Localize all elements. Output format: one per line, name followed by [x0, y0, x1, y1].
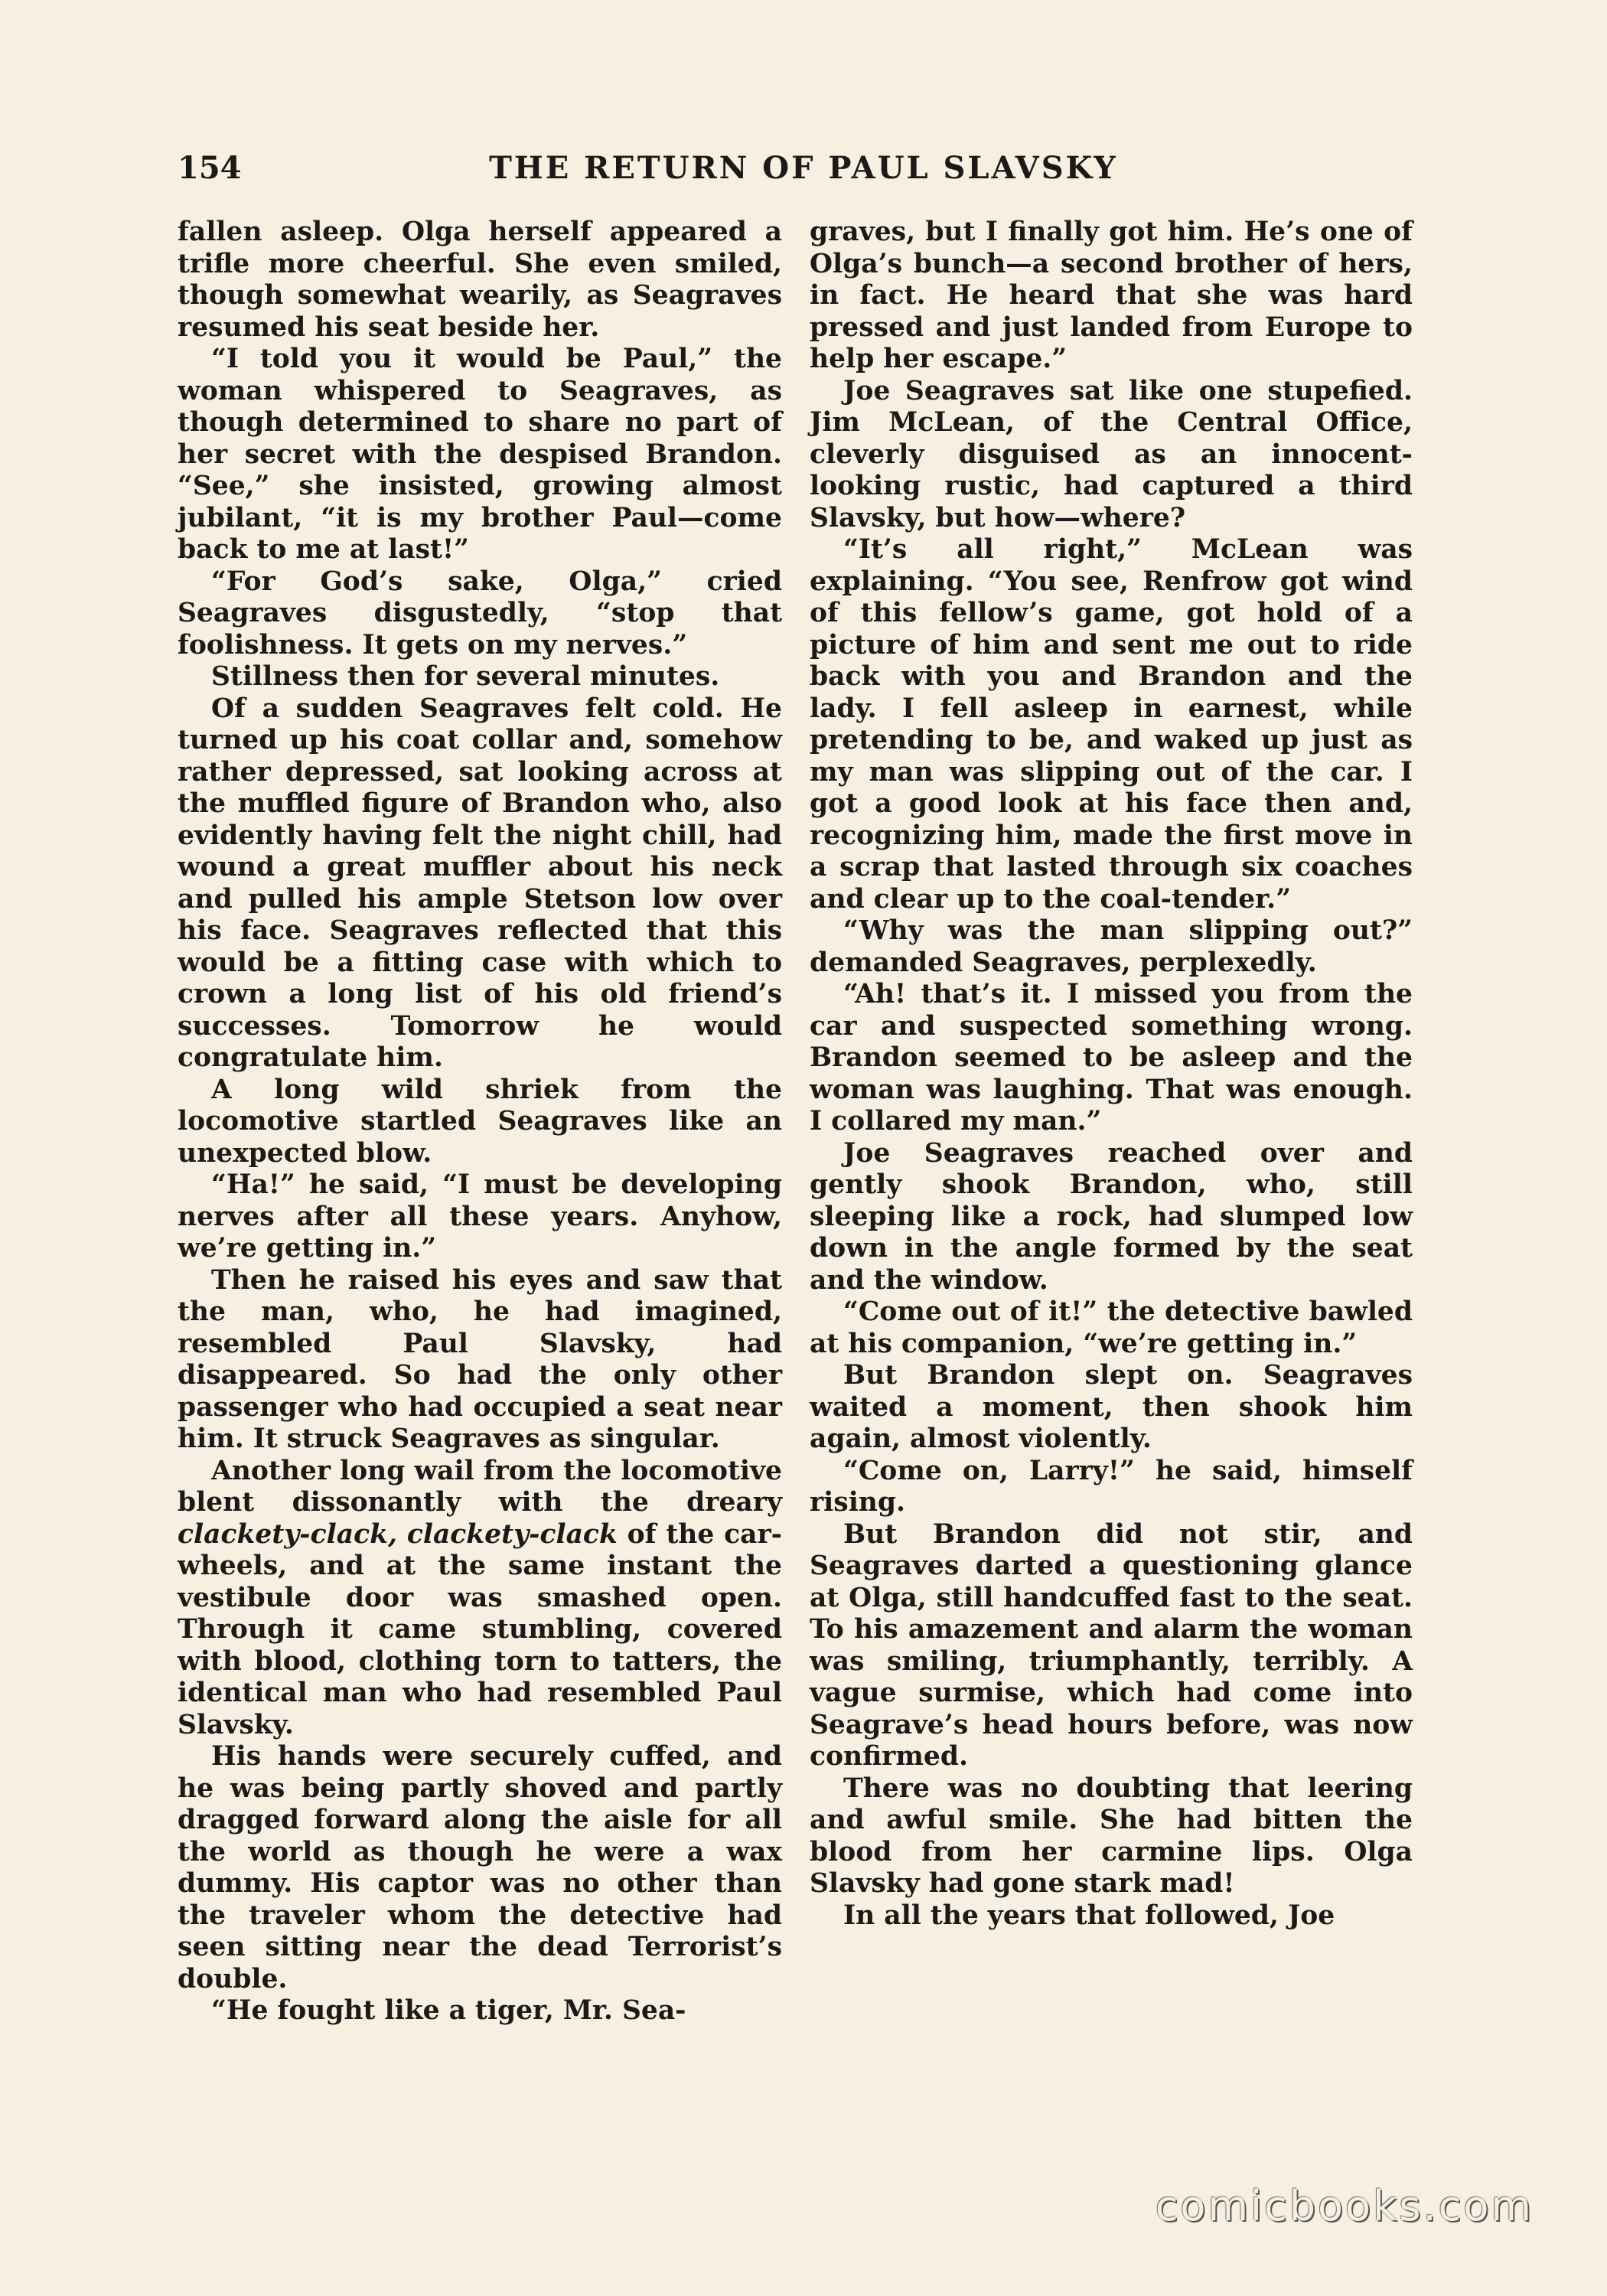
paragraph: A long wild shriek from the locomotive startled Seagraves like an unexpected blow. — [178, 1074, 782, 1169]
paragraph: Of a sudden Seagraves felt cold. He turned up his coat collar and, somehow rather depressed, sat looking across at the muffled figure of Brandon who, also evidently having felt the night chill, had wound a great muffler about his neck and pulled his ample Stetson low over his face. Seagraves reflected that this would be a fitting case with which to crown a long list of his old friend’s successes. Tomorrow he would congratulate him. — [178, 693, 782, 1073]
paragraph: graves, but I finally got him. He’s one of Olga’s bunch—a second brother of hers, in fact. He heard that she was hard pressed and just landed from Europe to help her escape.” — [810, 217, 1413, 374]
paragraph: “Ah! that’s it. I missed you from the car and suspected something wrong. Brandon seemed to be asleep and the woman was laughing. That was enough. I collared my man.” — [810, 979, 1413, 1137]
left-column — [178, 217, 782, 2027]
paragraph: “I told you it would be Paul,” the woman whispered to Seagraves, as though determined to share no part of her secret with the despised Brandon. “See,” she insisted, growing almost jubilant, “it is my brother Paul—come back to me at last!” — [178, 344, 782, 565]
paragraph: “Why was the man slipping out?” demanded Seagraves, perplexedly. — [810, 915, 1413, 978]
page-number: 154 — [178, 150, 242, 186]
paragraph: But Brandon did not stir, and Seagraves darted a questioning glance at Olga, still handcuffed fast to the seat. To his amazement and alarm the woman was smiling, triumphantly, terribly. A vague surmise, which had come into Seagrave’s head hours before, was now confirmed. — [810, 1518, 1413, 1772]
paragraph: Joe Seagraves reached over and gently shook Brandon, who, still sleeping like a rock, had slumped low down in the angle formed by the seat and the window. — [810, 1137, 1413, 1296]
right-column — [810, 217, 1413, 1932]
paragraph: “Come out of it!” the detective bawled at his companion, “we’re getting in.” — [810, 1296, 1413, 1359]
watermark: comicbooks.com — [1155, 2182, 1534, 2230]
paragraph: “Come on, Larry!” he said, himself rising. — [810, 1455, 1413, 1518]
paragraph: Stillness then for several minutes. — [211, 661, 720, 692]
paragraph: There was no doubting that leering and awful smile. She had bitten the blood from her carmine lips. Olga Slavsky had gone stark mad! — [810, 1773, 1413, 1899]
paragraph: Joe Seagraves sat like one stupefied. Jim McLean, of the Central Office, cleverly disguised as an innocent-looking rustic, had captured a third Slavsky, but how—where? — [810, 375, 1413, 533]
paragraph: Then he raised his eyes and saw that the man, who, he had imagined, resembled Paul Slavsky, had disappeared. So had the only other passenger who had occupied a seat near him. It struck Seagraves as singular. — [178, 1264, 782, 1454]
paragraph-text: Another long wail from the locomotive blent dissonantly with the dreary — [178, 1455, 782, 1518]
paragraph-with-italics — [178, 1456, 782, 1742]
paragraph: “He fought like a tiger, Mr. Sea- — [211, 1995, 686, 2026]
paragraph: His hands were securely cuffed, and he was being partly shoved and partly dragged forward along the aisle for all the world as though he were a wax dummy. His captor was no other than the traveler whom the detective had seen sitting near the dead Terrorist’s double. — [178, 1741, 782, 1994]
paragraph: “For God’s sake, Olga,” cried Seagraves disgustedly, “stop that foolishness. It gets on my nerves.” — [178, 566, 782, 660]
paragraph: But Brandon slept on. Seagraves waited a moment, then shook him again, almost violently. — [810, 1360, 1413, 1454]
paragraph-text: wheels, and at the same instant the vestibule door was smashed open. Through it came stumbling, covered with blood, clothing torn to tatters, the identical man who had resembled Paul Slavsky. — [178, 1551, 782, 1740]
paragraph: “It’s all right,” McLean was explaining. “You see, Renfrow got wind of this fellow’s game, got hold of a picture of him and sent me out to ride back with you and Brandon and the lady. I fell asleep in earnest, while pretending to be, and waked up just as my man was slipping out of the car. I got a good look at his face then and, recognizing him, made the first move in a scrap that lasted through six coaches and clear up to the coal-tender.” — [810, 534, 1413, 915]
italic-phrase: clackety-clack, clackety-clack — [178, 1518, 618, 1550]
paragraph: In all the years that followed, Joe — [843, 1900, 1335, 1931]
paragraph: fallen asleep. Olga herself appeared a trifle more cheerful. She even smiled, though somewhat wearily, as Seagraves resumed his seat beside her. — [178, 217, 782, 343]
paragraph-text: of the car- — [617, 1518, 782, 1550]
page-header — [178, 150, 1429, 196]
paragraph: “Ha!” he said, “I must be developing nerves after all these years. Anyhow, we’re getting in.” — [178, 1169, 782, 1264]
running-head: THE RETURN OF PAUL SLAVSKY — [489, 150, 1118, 186]
